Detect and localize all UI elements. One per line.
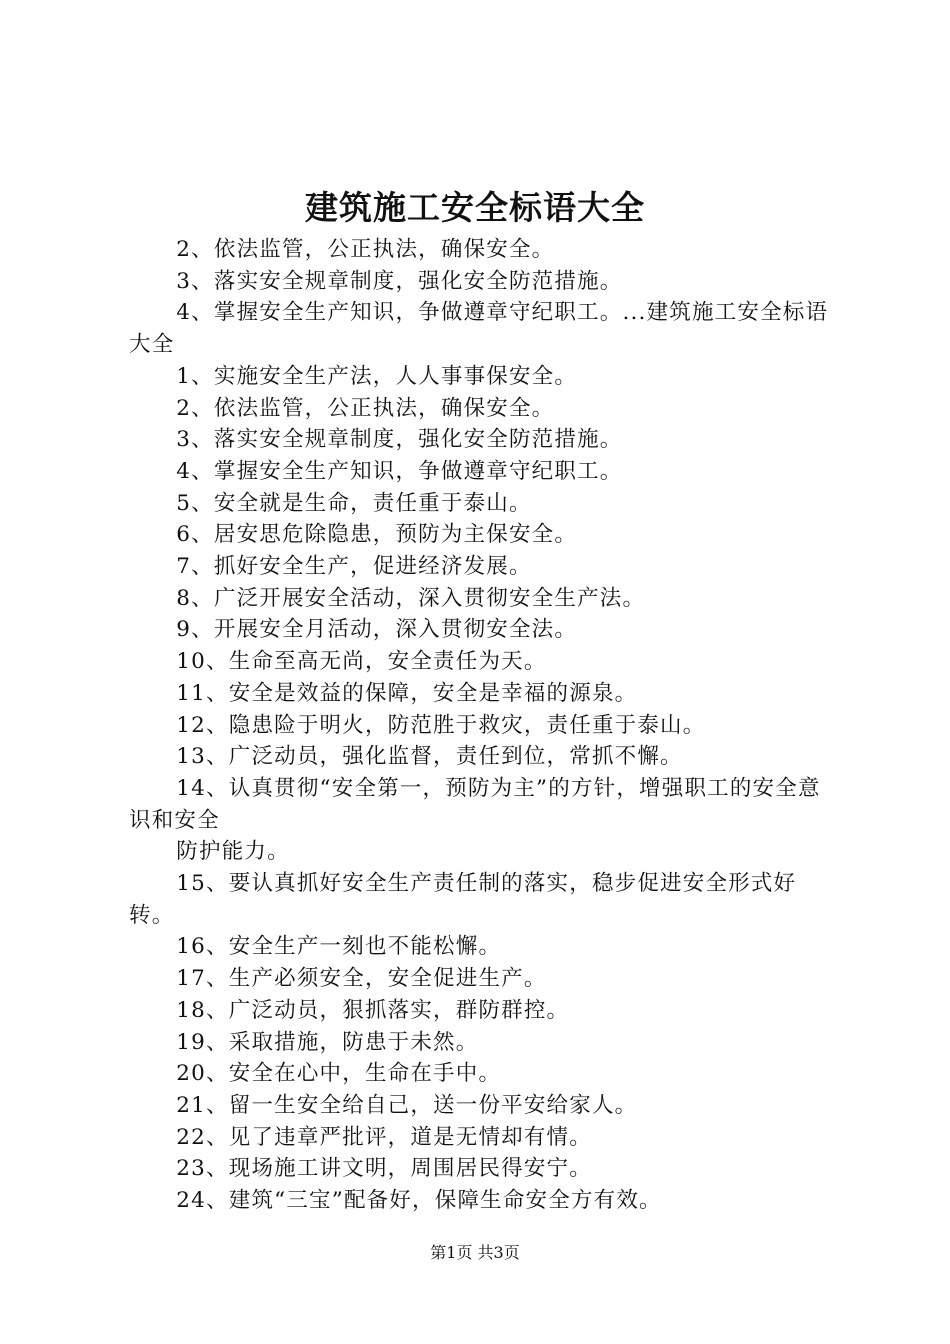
page-title: 建筑施工安全标语大全 — [305, 188, 645, 227]
paragraph: 4、掌握安全生产知识，争做遵章守纪职工。...建筑施工安全标语大全 — [129, 300, 829, 358]
paragraph: 14、认真贯彻“安全第一，预防为主”的方针，增强职工的安全意识和安全 — [129, 775, 821, 833]
paragraph: 22、见了违章严批评，道是无情却有情。 — [176, 1124, 592, 1150]
document-body — [129, 234, 834, 1217]
paragraph: 12、隐患险于明火，防范胜于救灾，责任重于泰山。 — [176, 712, 706, 738]
paragraph: 13、广泛动员，强化监督，责任到位，常抓不懈。 — [176, 744, 683, 770]
paragraph: 21、留一生安全给自己，送一份平安给家人。 — [176, 1092, 638, 1118]
paragraph: 10、生命至高无尚，安全责任为天。 — [176, 649, 547, 675]
paragraph: 16、安全生产一刻也不能松懈。 — [176, 934, 502, 960]
paragraph: 2、依法监管，公正执法，确保安全。 — [176, 395, 555, 421]
paragraph: 18、广泛动员，狠抓落实，群防群控。 — [176, 997, 570, 1023]
paragraph: 19、采取措施，防患于未然。 — [176, 1029, 479, 1055]
paragraph: 15、要认真抓好安全生产责任制的落实，稳步促进安全形式好转。 — [129, 871, 797, 928]
paragraph: 2、依法监管，公正执法，确保安全。 — [176, 237, 555, 262]
paragraph: 8、广泛开展安全活动，深入贯彻安全生产法。 — [176, 585, 646, 611]
page-footer: 第1页 共3页 — [430, 1243, 520, 1262]
paragraph: 11、安全是效益的保障，安全是幸福的源泉。 — [176, 680, 638, 706]
paragraph: 24、建筑“三宝”配备好，保障生命安全方有效。 — [176, 1188, 662, 1214]
paragraph: 23、现场施工讲文明，周围居民得安宁。 — [176, 1156, 592, 1182]
paragraph: 17、生产必须安全，安全促进生产。 — [176, 966, 547, 992]
paragraph: 9、开展安全月活动，深入贯彻安全法。 — [176, 617, 578, 643]
paragraph: 防护能力。 — [176, 839, 290, 865]
paragraph: 3、落实安全规章制度，强化安全防范措施。 — [176, 268, 623, 294]
paragraph: 5、安全就是生命，责任重于泰山。 — [176, 490, 532, 516]
paragraph: 6、居安思危除隐患，预防为主保安全。 — [176, 522, 578, 548]
paragraph: 1、实施安全生产法，人人事事保安全。 — [176, 363, 578, 389]
paragraph: 7、抓好安全生产，促进经济发展。 — [176, 554, 532, 580]
paragraph: 20、安全在心中，生命在手中。 — [176, 1061, 502, 1087]
paragraph: 4、掌握安全生产知识，争做遵章守纪职工。 — [176, 458, 623, 484]
paragraph: 3、落实安全规章制度，强化安全防范措施。 — [176, 427, 623, 453]
